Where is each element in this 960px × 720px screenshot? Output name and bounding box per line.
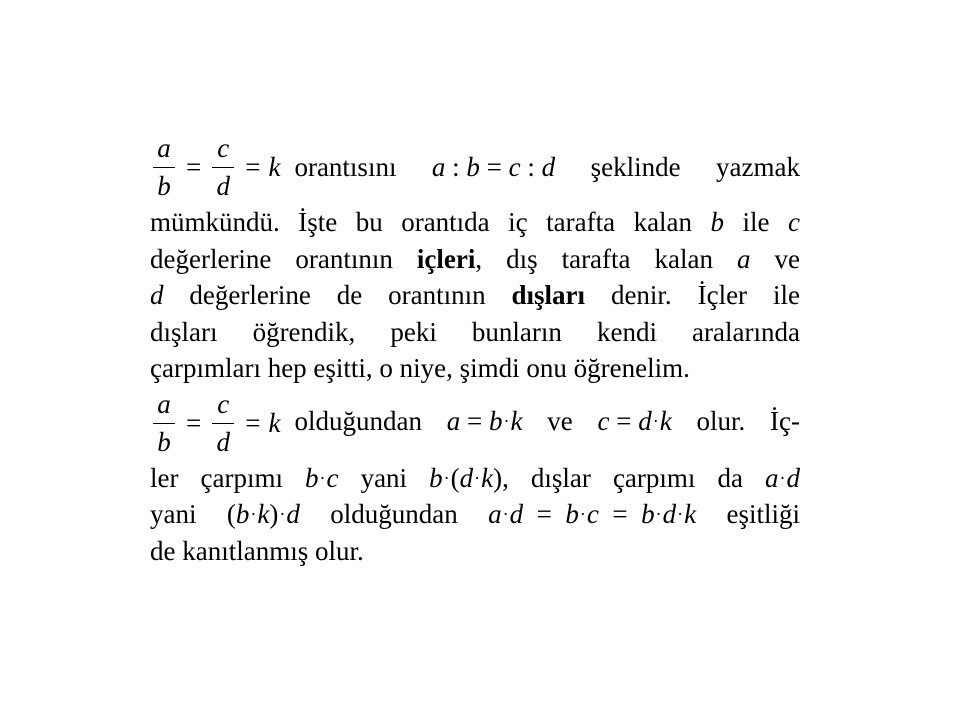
text-line-2 <box>150 204 800 241</box>
word: İç- <box>770 406 800 437</box>
text-line-3 <box>150 241 800 278</box>
ratio-expression: a : b = c : d <box>431 152 556 183</box>
word: çarpımı <box>612 462 696 493</box>
denominator: d <box>216 171 230 201</box>
bold-term-icleri: içleri <box>416 243 476 274</box>
word: de <box>336 280 363 310</box>
variable-b: b <box>710 207 725 237</box>
word: tarafta <box>561 243 631 274</box>
denominator: b <box>157 426 171 457</box>
word: peki <box>390 316 437 347</box>
word: mümkündü. <box>150 207 280 237</box>
numerator: a <box>157 388 171 419</box>
word: tarafta <box>546 207 616 237</box>
word: ile <box>772 280 800 310</box>
word: olduğundan <box>330 499 458 529</box>
word: yazmak <box>716 152 800 183</box>
word: orantısını <box>294 152 397 183</box>
text-line-4 <box>150 277 800 314</box>
word: dışları <box>150 316 218 347</box>
denominator: d <box>216 426 230 457</box>
word: ve <box>547 406 573 437</box>
numerator: c <box>217 388 230 419</box>
word: İşte <box>298 207 338 237</box>
fraction-a-b <box>153 132 175 203</box>
product-b-dk: b·(d·k), <box>429 462 509 493</box>
word: kalan <box>633 207 693 237</box>
word: yani <box>360 462 408 493</box>
word: olur. <box>696 406 746 437</box>
word: öğrendik, <box>252 316 356 347</box>
word: yani <box>150 499 197 529</box>
product-bk-d: (b·k)·d <box>226 499 300 529</box>
word: ve <box>774 243 800 274</box>
constant-k: k <box>268 152 281 183</box>
numerator: a <box>157 133 171 163</box>
text-line-9 <box>150 496 800 533</box>
equation-c-dk: c = d·k <box>597 406 672 437</box>
word: değerlerine <box>189 280 311 310</box>
paragraph <box>150 131 800 569</box>
word: eşitliği <box>726 499 800 529</box>
word: olduğundan <box>294 406 422 437</box>
sentence: de kanıtlanmış olur. <box>150 535 364 566</box>
denominator: b <box>157 171 171 201</box>
word: ler <box>150 462 179 493</box>
equality-chain: a·d = b·c = b·d·k <box>488 499 697 529</box>
product-bc: b·c <box>305 462 339 493</box>
text-line-6 <box>150 350 800 387</box>
word: değerlerine <box>150 243 272 274</box>
word: iç <box>508 207 528 237</box>
word: bu <box>355 207 383 237</box>
word: ile <box>742 207 770 237</box>
proportion-line-1 <box>150 131 800 204</box>
word: dış <box>506 243 538 274</box>
sentence: çarpımları hep eşitti, o niye, şimdi onu öğrenelim. <box>150 353 690 383</box>
word: denir. <box>610 280 672 310</box>
bold-term-dislari: dışları <box>511 280 586 310</box>
word: dışlar <box>530 462 591 493</box>
fraction-c-d <box>212 132 234 203</box>
word: da <box>717 462 743 493</box>
variable-d: d <box>150 280 164 310</box>
proportion-formula-2: $\frac{a}{b}$ = $\frac{c}{d}$ = k <box>150 388 280 459</box>
variable-a: a <box>736 243 751 274</box>
text-line-5 <box>150 314 800 351</box>
word: çarpımı <box>200 462 283 493</box>
word: kendi <box>596 316 657 347</box>
word: orantının <box>388 280 486 310</box>
word: bunların <box>471 316 562 347</box>
fraction-a-b <box>153 388 175 459</box>
word: İçler <box>697 280 748 310</box>
word: orantının <box>295 243 393 274</box>
fraction-c-d <box>212 388 234 459</box>
word-with-comma: içleri, <box>416 243 483 274</box>
constant-k: k <box>268 407 281 438</box>
product-ad: a·d <box>765 462 800 493</box>
equation-a-bk: a = b·k <box>446 406 523 437</box>
text-line-8 <box>150 460 800 497</box>
word: aralarında <box>692 316 800 347</box>
numerator: c <box>217 133 230 163</box>
variable-c: c <box>788 207 800 237</box>
text-line-10 <box>150 533 800 570</box>
proportion-formula-1: $\frac{a}{b}$ = $\frac{c}{d}$ = k <box>150 132 280 203</box>
word: orantıda <box>401 207 490 237</box>
word: kalan <box>654 243 713 274</box>
proportion-line-2 <box>150 387 800 460</box>
word: şeklinde <box>590 152 681 183</box>
